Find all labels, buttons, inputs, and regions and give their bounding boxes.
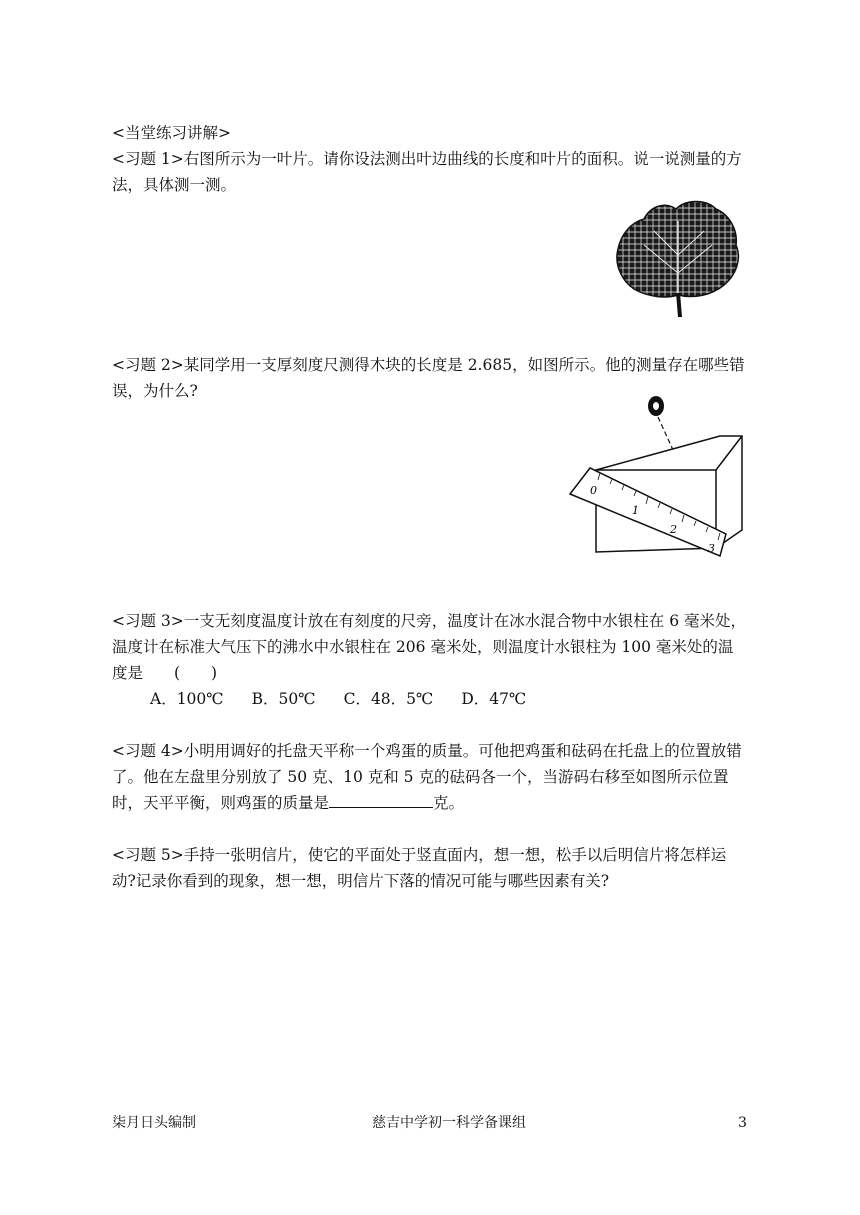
question-4-unit: 克。 [433,794,465,812]
question-2-text: 某同学用一支厚刻度尺测得木块的长度是 2.685，如图所示。他的测量存在哪些错误，为什么? [112,356,745,400]
option-d: D．47℃ [461,690,527,708]
question-5 [112,842,748,894]
question-4 [112,738,748,816]
option-b: B．50℃ [251,690,316,708]
ruler-label-1: 1 [632,504,639,517]
question-1-label: <习题 1> [112,150,184,168]
option-c: C．48．5℃ [343,690,434,708]
question-1 [112,146,748,198]
question-3-text: 一支无刻度温度计放在有刻度的尺旁，温度计在冰水混合物中水银柱在 6 毫米处，温度计在标准大气压下的沸水中水银柱在 206 毫米处，则温度计水银柱为 100 毫米处的温度是 ( ) [112,612,746,682]
question-4-text: 小明用调好的托盘天平称一个鸡蛋的质量。可他把鸡蛋和砝码在托盘上的位置放错了。他在左盘里分别放了 50 克、10 克和 5 克的砝码各一个，当游码右移至如图所示位置时，天平平衡，则鸡蛋的质量是 [112,742,742,812]
question-4-label: <习题 4> [112,742,184,760]
question-5-label: <习题 5> [112,846,184,864]
question-3-options [150,686,786,712]
leaf-figure [608,193,748,328]
question-3 [112,608,748,686]
ruler-label-0: 0 [590,484,597,497]
footer-author: 柒月日头编制 [112,1115,196,1131]
option-a: A．100℃ [150,690,224,708]
section-title: <当堂练习讲解> [112,124,231,142]
block-ruler-figure [560,390,750,590]
footer-group: 慈吉中学初一科学备课组 [372,1115,526,1131]
question-1-text: 右图所示为一叶片。请你设法测出叶边曲线的长度和叶片的面积。说一说测量的方法，具体测一测。 [112,150,742,194]
question-2-label: <习题 2> [112,356,184,374]
page-number: 3 [738,1115,747,1131]
question-5-text: 手持一张明信片，使它的平面处于竖直面内，想一想，松手以后明信片将怎样运动?记录你看到的现象，想一想，明信片下落的情况可能与哪些因素有关? [112,846,727,890]
question-3-label: <习题 3> [112,612,184,630]
ruler-label-3: 3 [708,542,715,555]
answer-blank[interactable] [329,791,433,808]
ruler-label-2: 2 [670,523,677,536]
